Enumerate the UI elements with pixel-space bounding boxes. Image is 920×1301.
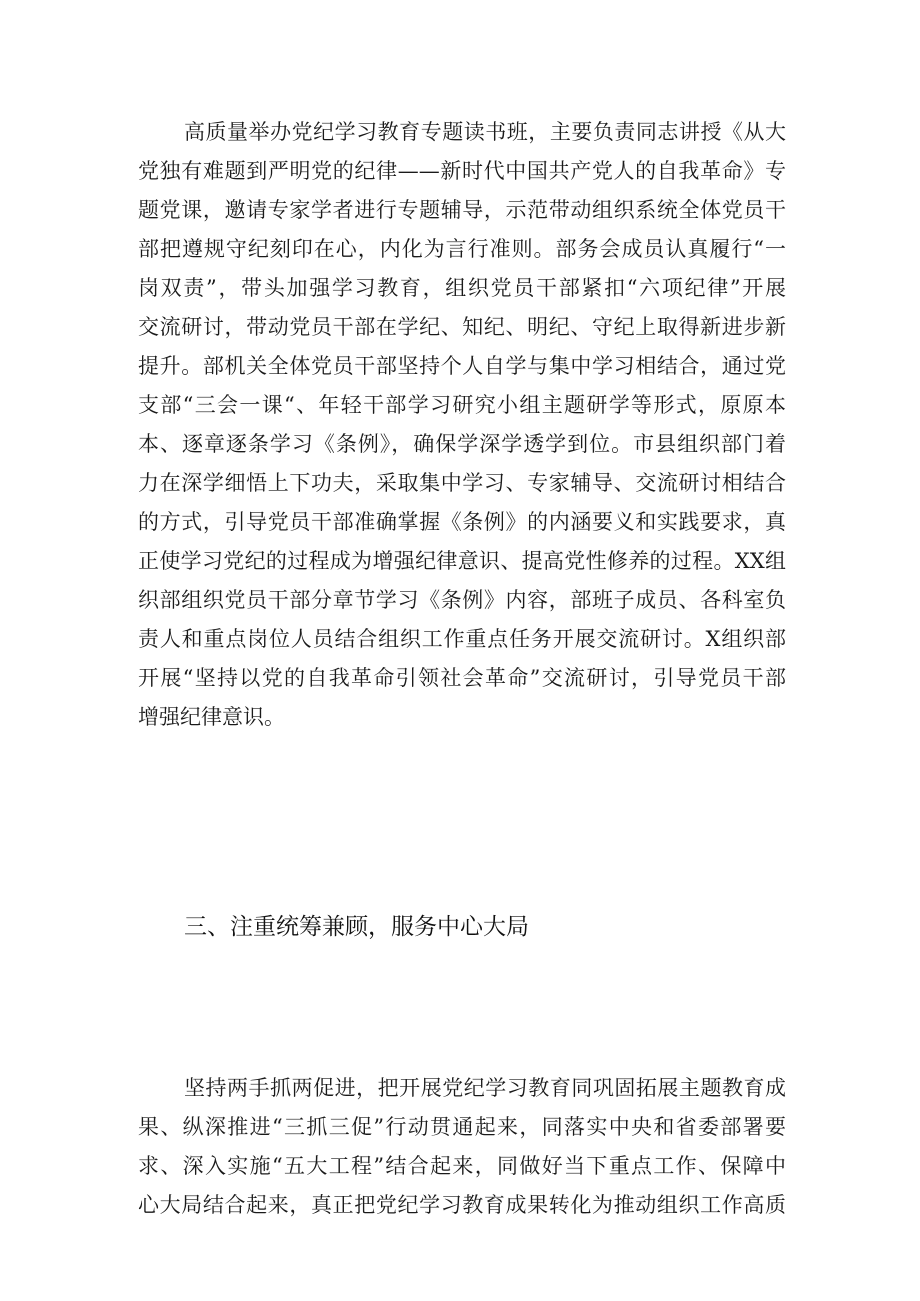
paragraph-line: 党独有难题到严明党的纪律——新时代中国共产党人的自我革命》专 xyxy=(138,159,786,183)
paragraph-line: 果、纵深推进“三抓三促”行动贯通起来，同落实中央和省委部署要 xyxy=(138,1115,786,1139)
paragraph-line: 坚持两手抓两促进，把开展党纪学习教育同巩固拓展主题教育成 xyxy=(184,1076,786,1100)
paragraph-line: 力在深学细悟上下功夫，采取集中学习、专家辅导、交流研讨相结合 xyxy=(138,471,786,495)
paragraph-line: 织部组织党员干部分章节学习《条例》内容，部班子成员、各科室负 xyxy=(138,588,786,612)
paragraph-line: 高质量举办党纪学习教育专题读书班，主要负责同志讲授《从大 xyxy=(184,120,786,144)
paragraph-line: 责人和重点岗位人员结合组织工作重点任务开展交流研讨。X组织部 xyxy=(138,627,786,651)
paragraph-line: 交流研讨，带动党员干部在学纪、知纪、明纪、守纪上取得新进步新 xyxy=(138,315,786,339)
paragraph-line: 题党课，邀请专家学者进行专题辅导，示范带动组织系统全体党员干 xyxy=(138,198,786,222)
paragraph-line: 部把遵规守纪刻印在心，内化为言行准则。部务会成员认真履行“一 xyxy=(138,237,786,261)
paragraph-line: 求、深入实施“五大工程”结合起来，同做好当下重点工作、保障中 xyxy=(138,1154,786,1178)
paragraph-line: 心大局结合起来，真正把党纪学习教育成果转化为推动组织工作高质 xyxy=(138,1193,786,1217)
paragraph-line: 增强纪律意识。 xyxy=(138,705,285,729)
paragraph-line: 岗双责”，带头加强学习教育，组织党员干部紧扣“六项纪律”开展 xyxy=(138,276,786,300)
paragraph-line: 开展“坚持以党的自我革命引领社会革命”交流研讨，引导党员干部 xyxy=(138,666,786,690)
paragraph-line: 本、逐章逐条学习《条例》，确保学深学透学到位。市县组织部门着 xyxy=(138,432,786,456)
section-heading: 三、注重统筹兼顾，服务中心大局 xyxy=(184,914,529,940)
paragraph-coordination xyxy=(138,1069,786,1225)
paragraph-line: 正使学习党纪的过程成为增强纪律意识、提高党性修养的过程。XX组 xyxy=(138,549,786,573)
paragraph-reading-class xyxy=(138,113,786,737)
paragraph-line: 的方式，引导党员干部准确掌握《条例》的内涵要义和实践要求，真 xyxy=(138,510,786,534)
paragraph-line: 支部“三会一课“、年轻干部学习研究小组主题研学等形式，原原本 xyxy=(138,393,786,417)
paragraph-line: 提升。部机关全体党员干部坚持个人自学与集中学习相结合，通过党 xyxy=(138,354,786,378)
